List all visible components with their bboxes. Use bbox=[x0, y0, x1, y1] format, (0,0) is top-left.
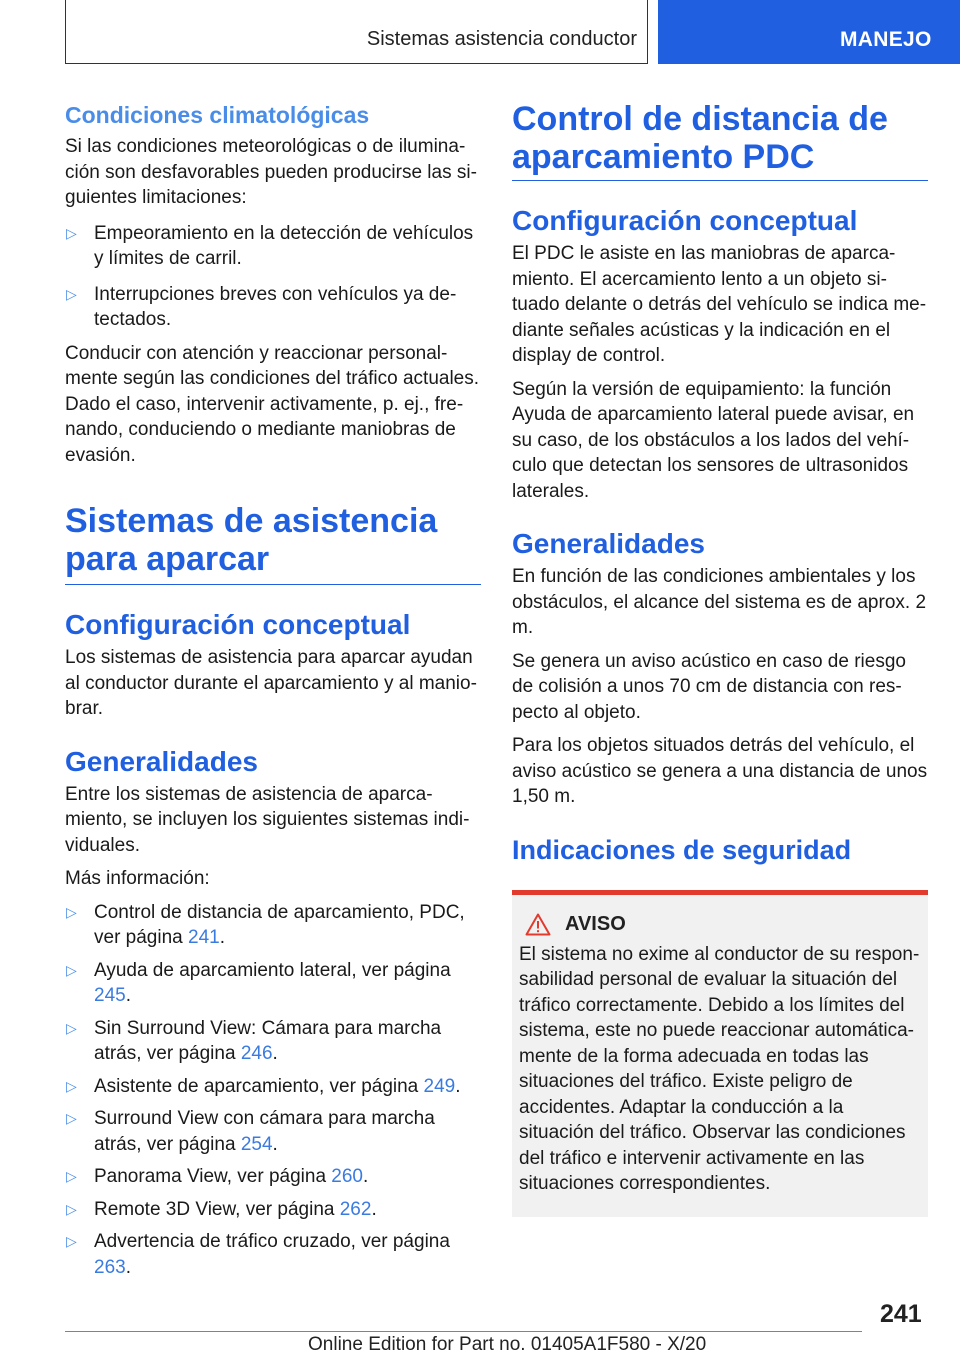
general-paragraph-2: Se genera un aviso acústico en caso de riesgo de colisión a unos 70 cm de distancia con respecto al objeto. bbox=[512, 650, 906, 723]
list-item: ▷ Remote 3D View, ver página 262. bbox=[65, 1197, 481, 1223]
warning-header bbox=[519, 913, 920, 936]
triangle-bullet-icon: ▷ bbox=[66, 1077, 77, 1094]
main-heading-pdc: Control de distancia de aparcamiento PDC bbox=[512, 100, 928, 181]
safety-heading: Indicaciones de seguridad bbox=[512, 834, 852, 865]
concept-heading: Configuración conceptual bbox=[65, 609, 411, 640]
general-paragraph-1: En función de las condiciones ambientales y los obstáculos, el alcance del sistema es de aprox. 2 m. bbox=[512, 566, 927, 638]
list-item: ▷ Surround View con cámara para marcha atrás, ver página 254. bbox=[66, 1108, 435, 1155]
clima-list bbox=[65, 221, 481, 333]
triangle-bullet-icon: ▷ bbox=[66, 961, 77, 978]
page-link[interactable]: 241 bbox=[188, 927, 220, 948]
triangle-bullet-icon: ▷ bbox=[66, 903, 77, 920]
triangle-bullet-icon: ▷ bbox=[66, 224, 77, 241]
clima-outro: Conducir con atención y reaccionar personalmente según las condiciones del tráfico actuales. Dado el caso, intervenir activamente, p. ej., frenando, conduciendo o mediante maniobras de evasión. bbox=[65, 342, 480, 466]
warning-text: El sistema no exime al conductor de su responsabilidad personal de evaluar la situación del tráfico correctamente. Debido a los límites del sistema, este no puede reaccionar automáticamente de la forma adecuada en todas las situaciones del tráfico. Existe peligro de accidentes. Adaptar la conducción a la situación del tráfico. Observar las condiciones del tráfico e intervenir activamente en las situaciones correspondientes. bbox=[519, 943, 920, 1194]
general-paragraph-3: Para los objetos situados detrás del vehículo, el aviso acústico se genera a una distancia de unos 1,50 m. bbox=[512, 735, 928, 807]
header-section-title: Sistemas asistencia conductor bbox=[366, 28, 637, 50]
general-text: Entre los sistemas de asistencia de aparcamiento, se incluyen los siguientes sistemas individuales. bbox=[65, 783, 470, 856]
list-item: ▷ Panorama View, ver página 260. bbox=[65, 1164, 481, 1190]
page-link[interactable]: 254 bbox=[240, 1133, 273, 1155]
general-heading: Generalidades bbox=[512, 528, 705, 559]
concept-heading: Configuración conceptual bbox=[512, 205, 858, 236]
list-item: ▷ Sin Surround View: Cámara para marcha atrás, ver página 246. bbox=[66, 1017, 442, 1064]
general-heading: Generalidades bbox=[65, 745, 258, 777]
footer-divider bbox=[65, 1331, 862, 1332]
triangle-bullet-icon: ▷ bbox=[66, 285, 77, 302]
list-item: ▷ Asistente de aparcamiento, ver página 249. bbox=[65, 1074, 481, 1100]
more-info-label: Más información: bbox=[65, 868, 210, 889]
concept-text: Los sistemas de asistencia para aparcar ayudan al conductor durante el aparcamiento y al maniobrar. bbox=[65, 647, 477, 719]
triangle-bullet-icon: ▷ bbox=[66, 1233, 77, 1249]
header-section-box bbox=[65, 0, 648, 64]
warning-triangle-icon bbox=[525, 913, 551, 936]
clima-intro: Si las condiciones meteorológicas o de iluminación son desfavorables pueden producirse las siguientes limitaciones: bbox=[65, 136, 477, 208]
triangle-bullet-icon: ▷ bbox=[66, 1200, 77, 1217]
parking-systems-list bbox=[65, 900, 481, 1281]
list-item: ▷ Advertencia de tráfico cruzado, ver página 263. bbox=[66, 1231, 450, 1278]
concept-paragraph-1: El PDC le asiste en las maniobras de aparcamiento. El acercamiento lento a un objeto situado delante o detrás del vehículo se indica mediante señales acústicas y la indicación en el display de control. bbox=[512, 243, 927, 366]
chapter-tab-label: MANEJO bbox=[840, 28, 932, 51]
triangle-bullet-icon: ▷ bbox=[66, 1168, 77, 1184]
page-link[interactable]: 245 bbox=[94, 985, 126, 1006]
list-item: ▷ Ayuda de aparcamiento lateral, ver página 245. bbox=[66, 959, 451, 1006]
footer-edition: Online Edition for Part no. 01405A1F580 - X/20 bbox=[308, 1334, 707, 1355]
main-heading-parking: Sistemas de asistencia para aparcar bbox=[65, 502, 481, 585]
clima-heading: Condiciones climatológicas bbox=[65, 102, 370, 128]
warning-title: AVISO bbox=[565, 912, 626, 935]
left-column bbox=[65, 100, 481, 1280]
page-link[interactable]: 246 bbox=[240, 1043, 273, 1064]
page-link[interactable]: 249 bbox=[423, 1075, 456, 1097]
list-item: ▷ Control de distancia de aparcamiento, PDC, ver página 241. bbox=[66, 901, 465, 948]
triangle-bullet-icon: ▷ bbox=[66, 1110, 77, 1126]
list-item: ▷ Interrupciones breves con vehículos ya detectados. bbox=[66, 283, 457, 330]
triangle-bullet-icon: ▷ bbox=[66, 1019, 77, 1036]
concept-paragraph-2: Según la versión de equipamiento: la función Ayuda de aparcamiento lateral puede avisar, en su caso, de los obstáculos a los lados del vehículo que detectan los sensores de ultrasonidos laterales. bbox=[512, 378, 915, 502]
list-item: ▷ Empeoramiento en la detección de vehículos y límites de carril. bbox=[66, 222, 474, 269]
page-link[interactable]: 262 bbox=[339, 1198, 372, 1220]
right-column bbox=[512, 100, 928, 1217]
chapter-tab bbox=[658, 0, 960, 64]
page-link[interactable]: 260 bbox=[331, 1166, 363, 1187]
page-number: 241 bbox=[880, 1300, 922, 1328]
page-link[interactable]: 263 bbox=[94, 1256, 126, 1278]
warning-box bbox=[512, 890, 928, 1217]
